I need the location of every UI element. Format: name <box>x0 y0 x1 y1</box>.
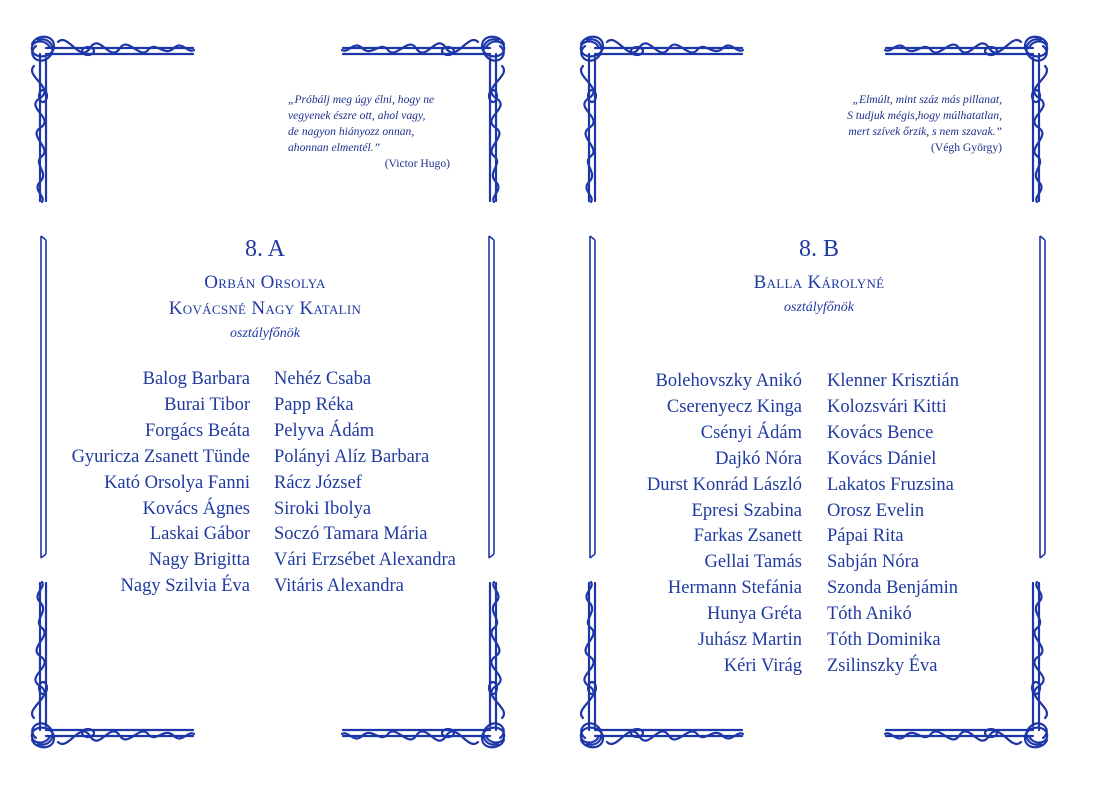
class-title: 8. B <box>798 236 839 262</box>
student-name: Tóth Anikó <box>827 604 912 625</box>
student-name: Farkas Zsanett <box>693 526 802 547</box>
student-name: Siroki Ibolya <box>274 498 372 519</box>
student-name: Nagy Brigitta <box>148 550 250 571</box>
role-label: osztályfőnök <box>784 300 854 315</box>
ribbon-corner-top-left <box>28 36 198 206</box>
student-list-column-2 <box>827 369 959 680</box>
class-title: 8. A <box>244 236 285 262</box>
student-name: Pelyva Ádám <box>274 420 375 441</box>
student-name: Burai Tibor <box>164 394 250 415</box>
student-name: Gellai Tamás <box>704 552 802 573</box>
ribbon-corner-top-left <box>577 36 747 206</box>
student-name: Papp Réka <box>274 394 354 415</box>
student-name: Kovács Dániel <box>827 448 937 469</box>
student-name: Rácz József <box>274 472 362 493</box>
student-name: Dajkó Nóra <box>715 448 802 469</box>
student-name: Kéri Virág <box>723 655 802 676</box>
student-name: Bolehovszky Anikó <box>655 371 802 391</box>
student-name: Lakatos Fruzsina <box>827 474 954 495</box>
student-name: Kolozsvári Kitti <box>827 396 947 417</box>
quote-line: „Próbálj meg úgy élni, hogy ne <box>288 93 435 106</box>
student-name: Nagy Szilvia Éva <box>120 576 250 597</box>
student-name: Juhász Martin <box>697 630 802 651</box>
student-name: Vári Erzsébet Alexandra <box>274 550 456 571</box>
student-name: Polányi Alíz Barbara <box>274 446 430 467</box>
student-list-column-1 <box>72 367 250 600</box>
quote-line: ahonnan elmentél.” <box>288 141 381 154</box>
student-name: Kovács Ágnes <box>142 498 250 519</box>
quote-author: (Végh György) <box>931 141 1002 154</box>
student-name: Gyuricza Zsanett Tünde <box>71 446 250 467</box>
student-name: Csényi Ádám <box>700 422 802 443</box>
quote-block <box>827 92 1002 156</box>
ribbon-corner-bottom-left <box>28 578 198 748</box>
student-name: Epresi Szabina <box>691 500 802 521</box>
quote-author: (Victor Hugo) <box>384 157 450 170</box>
quote-line: mert szívek őrzik, s nem szavak.” <box>848 125 1002 138</box>
student-list-column-1 <box>647 369 802 680</box>
quote-line: vegyenek észre ott, ahol vagy, <box>288 109 426 122</box>
ribbon-corner-bottom-right <box>338 578 508 748</box>
side-ribbon-left <box>38 232 50 562</box>
student-name: Vitáris Alexandra <box>274 576 404 597</box>
student-name: Kató Orsolya Fanni <box>104 472 250 493</box>
role-label: osztályfőnök <box>230 326 300 341</box>
student-name: Balog Barbara <box>142 369 250 389</box>
student-name: Nehéz Csaba <box>274 369 372 389</box>
student-name: Szonda Benjámin <box>827 578 959 599</box>
teacher-name: Balla Károlyné <box>753 272 885 293</box>
side-ribbon-right <box>1037 232 1049 562</box>
student-name: Tóth Dominika <box>827 630 941 651</box>
student-name: Orosz Evelin <box>827 500 925 521</box>
student-list-column-2 <box>274 367 456 600</box>
student-name: Sabján Nóra <box>827 552 919 573</box>
quote-line: de nagyon hiányozz onnan, <box>288 125 415 138</box>
student-name: Pápai Rita <box>827 526 904 547</box>
student-name: Kovács Bence <box>827 422 934 443</box>
student-name: Zsilinszky Éva <box>827 655 938 676</box>
student-name: Durst Konrád László <box>646 474 802 495</box>
teacher-name: Kovácsné Nagy Katalin <box>168 298 362 319</box>
student-name: Hermann Stefánia <box>667 578 802 599</box>
left-page <box>0 0 550 800</box>
student-name: Klenner Krisztián <box>827 371 960 391</box>
quote-line: S tudjuk mégis,hogy múlhatatlan, <box>847 109 1002 122</box>
right-page <box>551 0 1101 800</box>
teacher-name: Orbán Orsolya <box>204 272 326 293</box>
student-name: Forgács Beáta <box>145 420 250 441</box>
quote-block <box>288 92 450 172</box>
quote-line: „Elmúlt, mint száz más pillanat, <box>852 93 1002 106</box>
side-ribbon-right <box>486 232 498 562</box>
student-name: Cserenyecz Kinga <box>666 396 802 417</box>
side-ribbon-left <box>587 232 599 562</box>
student-name: Hunya Gréta <box>706 604 802 625</box>
student-name: Laskai Gábor <box>149 524 250 545</box>
student-name: Soczó Tamara Mária <box>274 524 428 545</box>
